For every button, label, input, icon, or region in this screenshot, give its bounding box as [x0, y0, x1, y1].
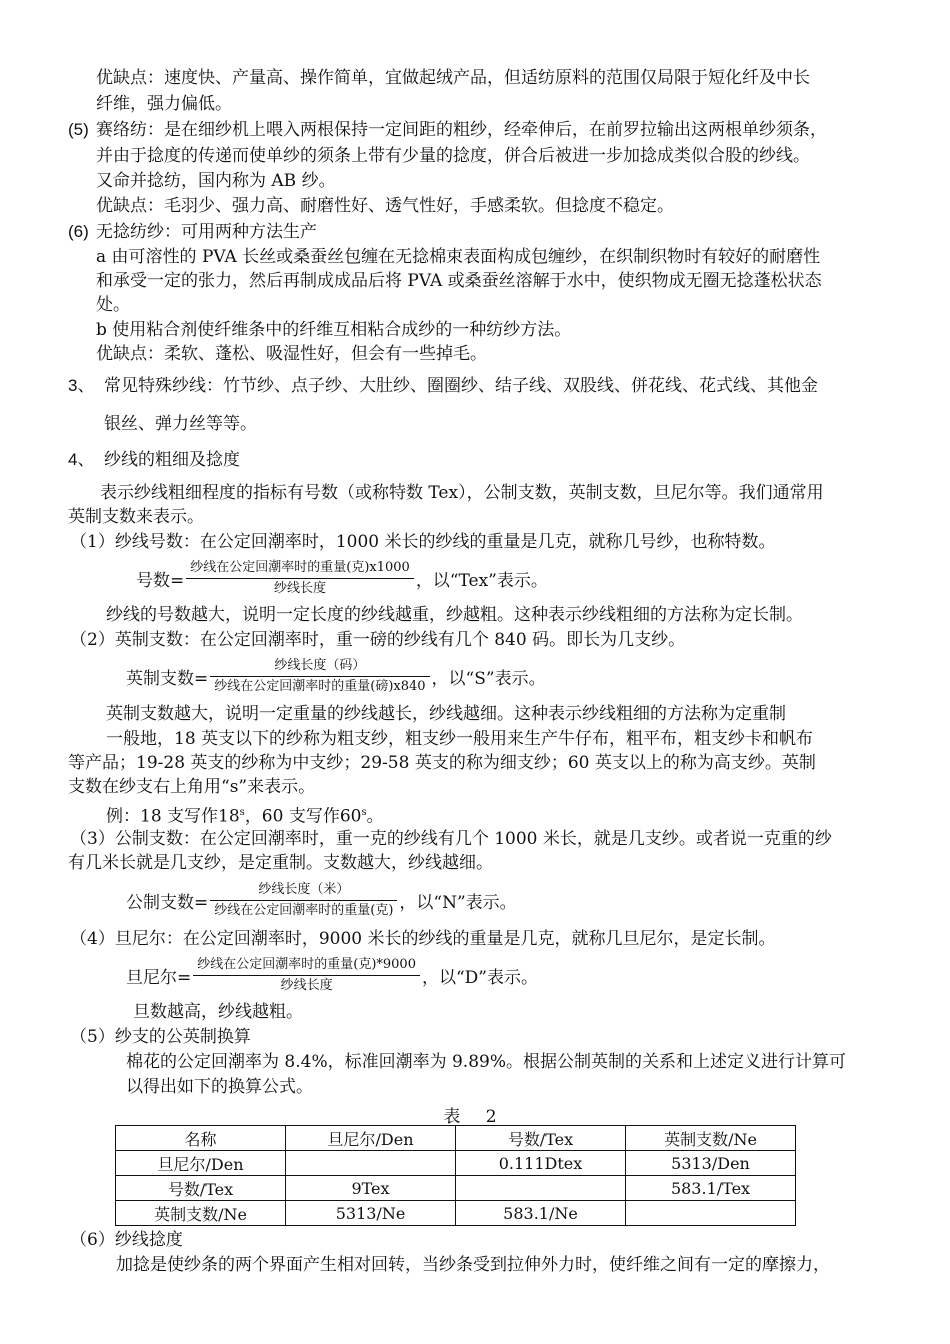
fraction-denominator: 纱线长度: [280, 978, 333, 993]
table-cell: 5313/Den: [626, 1151, 796, 1176]
table-header-row: [116, 1126, 796, 1151]
formula-lhs: 号数=: [136, 571, 185, 591]
superscript-s: s: [361, 807, 367, 818]
paragraph-line: 优缺点：柔软、蓬松、吸湿性好，但会有一些掉毛。: [96, 344, 487, 364]
paragraph-line: 棉花的公定回潮率为 8.4%，标准回潮率为 9.89%。根据公制英制的关系和上述定义进行计算可: [126, 1052, 846, 1072]
table-cell: 583.1/Ne: [456, 1201, 626, 1226]
paragraph-line: 赛络纺：是在细纱机上喂入两根保持一定间距的粗纱，经牵伸后，在前罗拉输出这两根单纱须条，: [96, 120, 827, 140]
formula-tex: [136, 558, 548, 599]
table-header-cell: 名称: [116, 1126, 286, 1151]
paragraph-line: （6）纱线捻度: [70, 1230, 183, 1250]
section-heading: 纱线的粗细及捻度: [104, 450, 240, 470]
paragraph-line: 无捻纺纱：可用两种方法生产: [96, 222, 317, 242]
table-header-cell: 英制支数/Ne: [626, 1126, 796, 1151]
table-cell: 号数/Tex: [116, 1176, 286, 1201]
table-cell: [626, 1201, 796, 1226]
paragraph-line: 旦数越高，纱线越粗。: [133, 1002, 303, 1022]
conversion-table: [115, 1125, 796, 1226]
paragraph-line: 处。: [96, 295, 130, 315]
paragraph-line: 加捻是使纱条的两个界面产生相对回转，当纱条受到拉伸外力时，使纤维之间有一定的摩擦力，: [116, 1255, 830, 1275]
fraction-numerator: 纱线长度（米）: [258, 882, 350, 897]
table-caption: 表 2: [443, 1107, 507, 1127]
list-number: 4、: [68, 450, 95, 469]
paragraph-line: a 由可溶性的 PVA 长丝或桑蚕丝包缠在无捻棉束表面构成包缠纱，在织制织物时有较好的耐磨性: [96, 247, 821, 267]
table-cell: 0.111Dtex: [456, 1151, 626, 1176]
paragraph-line: 英制支数越大，说明一定重量的纱线越长，纱线越细。这种表示纱线粗细的方法称为定重制: [106, 704, 786, 724]
paragraph-line: （5）纱支的公英制换算: [70, 1027, 251, 1047]
paragraph-line: 并由于捻度的传递而使单纱的须条上带有少量的捻度，併合后被进一步加捻成类似合股的纱线。: [96, 146, 810, 166]
table-header-cell: 号数/Tex: [456, 1126, 626, 1151]
paragraph-line: （2）英制支数：在公定回潮率时，重一磅的纱线有几个 840 码。即长为几支纱。: [70, 630, 686, 650]
paragraph-line: 又命并捻纺，国内称为 AB 纱。: [96, 171, 336, 191]
fraction-numerator: 纱线在公定回潮率时的重量(克)*9000: [197, 957, 416, 972]
table-row: [116, 1151, 796, 1176]
table-header-cell: 旦尼尔/Den: [286, 1126, 456, 1151]
list-number: (6): [68, 222, 89, 241]
paragraph-line: 优缺点：毛羽少、强力高、耐磨性好、透气性好，手感柔软。但捻度不稳定。: [96, 196, 674, 216]
formula-lhs: 公制支数=: [126, 893, 209, 913]
paragraph-line: b 使用粘合剂使纤维条中的纤维互相粘合成纱的一种纺纱方法。: [96, 320, 572, 340]
formula-nm: [126, 880, 517, 921]
paragraph-line: （4）旦尼尔：在公定回潮率时，9000 米长的纱线的重量是几克，就称几旦尼尔，是定长制。: [70, 929, 776, 949]
paragraph-line: 常见特殊纱线：竹节纱、点子纱、大肚纱、圈圈纱、结子线、双股线、併花线、花式线、其他金: [104, 376, 818, 396]
table-cell: 9Tex: [286, 1176, 456, 1201]
paragraph-line: 一般地，18 英支以下的纱称为粗支纱，粗支纱一般用来生产牛仔布，粗平布，粗支纱卡和帆布: [106, 729, 814, 749]
table-row: [116, 1176, 796, 1201]
formula-rhs: ，以“S”表示。: [431, 669, 546, 689]
fraction-denominator: 纱线在公定回潮率时的重量(克): [214, 903, 394, 918]
formula-rhs: ，以“Tex”表示。: [415, 571, 548, 591]
fraction: [186, 558, 414, 599]
paragraph-line: （3）公制支数：在公定回潮率时，重一克的纱线有几个 1000 米长，就是几支纱。或者说一克重的纱: [70, 829, 832, 849]
table-cell: 英制支数/Ne: [116, 1201, 286, 1226]
example-text: 。: [366, 806, 384, 827]
table-cell: 5313/Ne: [286, 1201, 456, 1226]
paragraph-line: 英制支数来表示。: [68, 507, 204, 527]
paragraph-line: 表示纱线粗细程度的指标有号数（或称特数 Tex），公制支数，英制支数，旦尼尔等。我们通常用: [100, 483, 824, 503]
superscript-s: s: [239, 807, 245, 818]
paragraph-line: 和承受一定的张力，然后再制成成品后将 PVA 或桑蚕丝溶解于水中，使织物成无圈无捻蓬松状态: [96, 271, 822, 291]
list-number: 3、: [68, 376, 95, 395]
paragraph-line: （1）纱线号数：在公定回潮率时，1000 米长的纱线的重量是几克，就称几号纱，也称特数。: [70, 532, 776, 552]
paragraph-line: 纱线的号数越大，说明一定长度的纱线越重，纱越粗。这种表示纱线粗细的方法称为定长制。: [106, 605, 803, 625]
table-cell: [456, 1176, 626, 1201]
paragraph-line: 等产品；19-28 英支的纱称为中支纱；29-58 英支的称为细支纱；60 英支以上的称为高支纱。英制: [68, 753, 816, 773]
formula-lhs: 英制支数=: [126, 669, 209, 689]
example-line: [106, 801, 384, 829]
table-cell: 583.1/Tex: [626, 1176, 796, 1201]
fraction-numerator: 纱线长度（码）: [274, 658, 366, 673]
fraction: [210, 880, 397, 921]
paragraph-line: 纤维，强力偏低。: [96, 94, 232, 114]
fraction-denominator: 纱线在公定回潮率时的重量(磅)x840: [214, 679, 426, 694]
paragraph-line: 有几米长就是几支纱，是定重制。支数越大，纱线越细。: [68, 853, 493, 873]
paragraph-line: 优缺点：速度快、产量高、操作简单，宜做起绒产品，但适纺原料的范围仅局限于短化纤及中长: [96, 68, 810, 88]
table-cell: [286, 1151, 456, 1176]
paragraph-line: 以得出如下的换算公式。: [126, 1077, 313, 1097]
formula-lhs: 旦尼尔=: [126, 968, 192, 988]
fraction: [210, 656, 429, 697]
formula-den: [126, 955, 538, 996]
example-text: 例：18 支写作18: [106, 806, 240, 827]
table-cell: 旦尼尔/Den: [116, 1151, 286, 1176]
formula-rhs: ，以“D”表示。: [421, 968, 538, 988]
formula-ne: [126, 656, 546, 697]
fraction-denominator: 纱线长度: [274, 581, 327, 596]
formula-rhs: ，以“N”表示。: [399, 893, 517, 913]
fraction: [193, 955, 420, 996]
table-row: [116, 1201, 796, 1226]
paragraph-line: 银丝、弹力丝等等。: [104, 414, 257, 434]
paragraph-line: 支数在纱支右上角用“s”来表示。: [68, 777, 316, 797]
list-number: (5): [68, 120, 89, 139]
example-text: ，60 支写作60: [244, 806, 362, 827]
fraction-numerator: 纱线在公定回潮率时的重量(克)x1000: [190, 560, 410, 575]
